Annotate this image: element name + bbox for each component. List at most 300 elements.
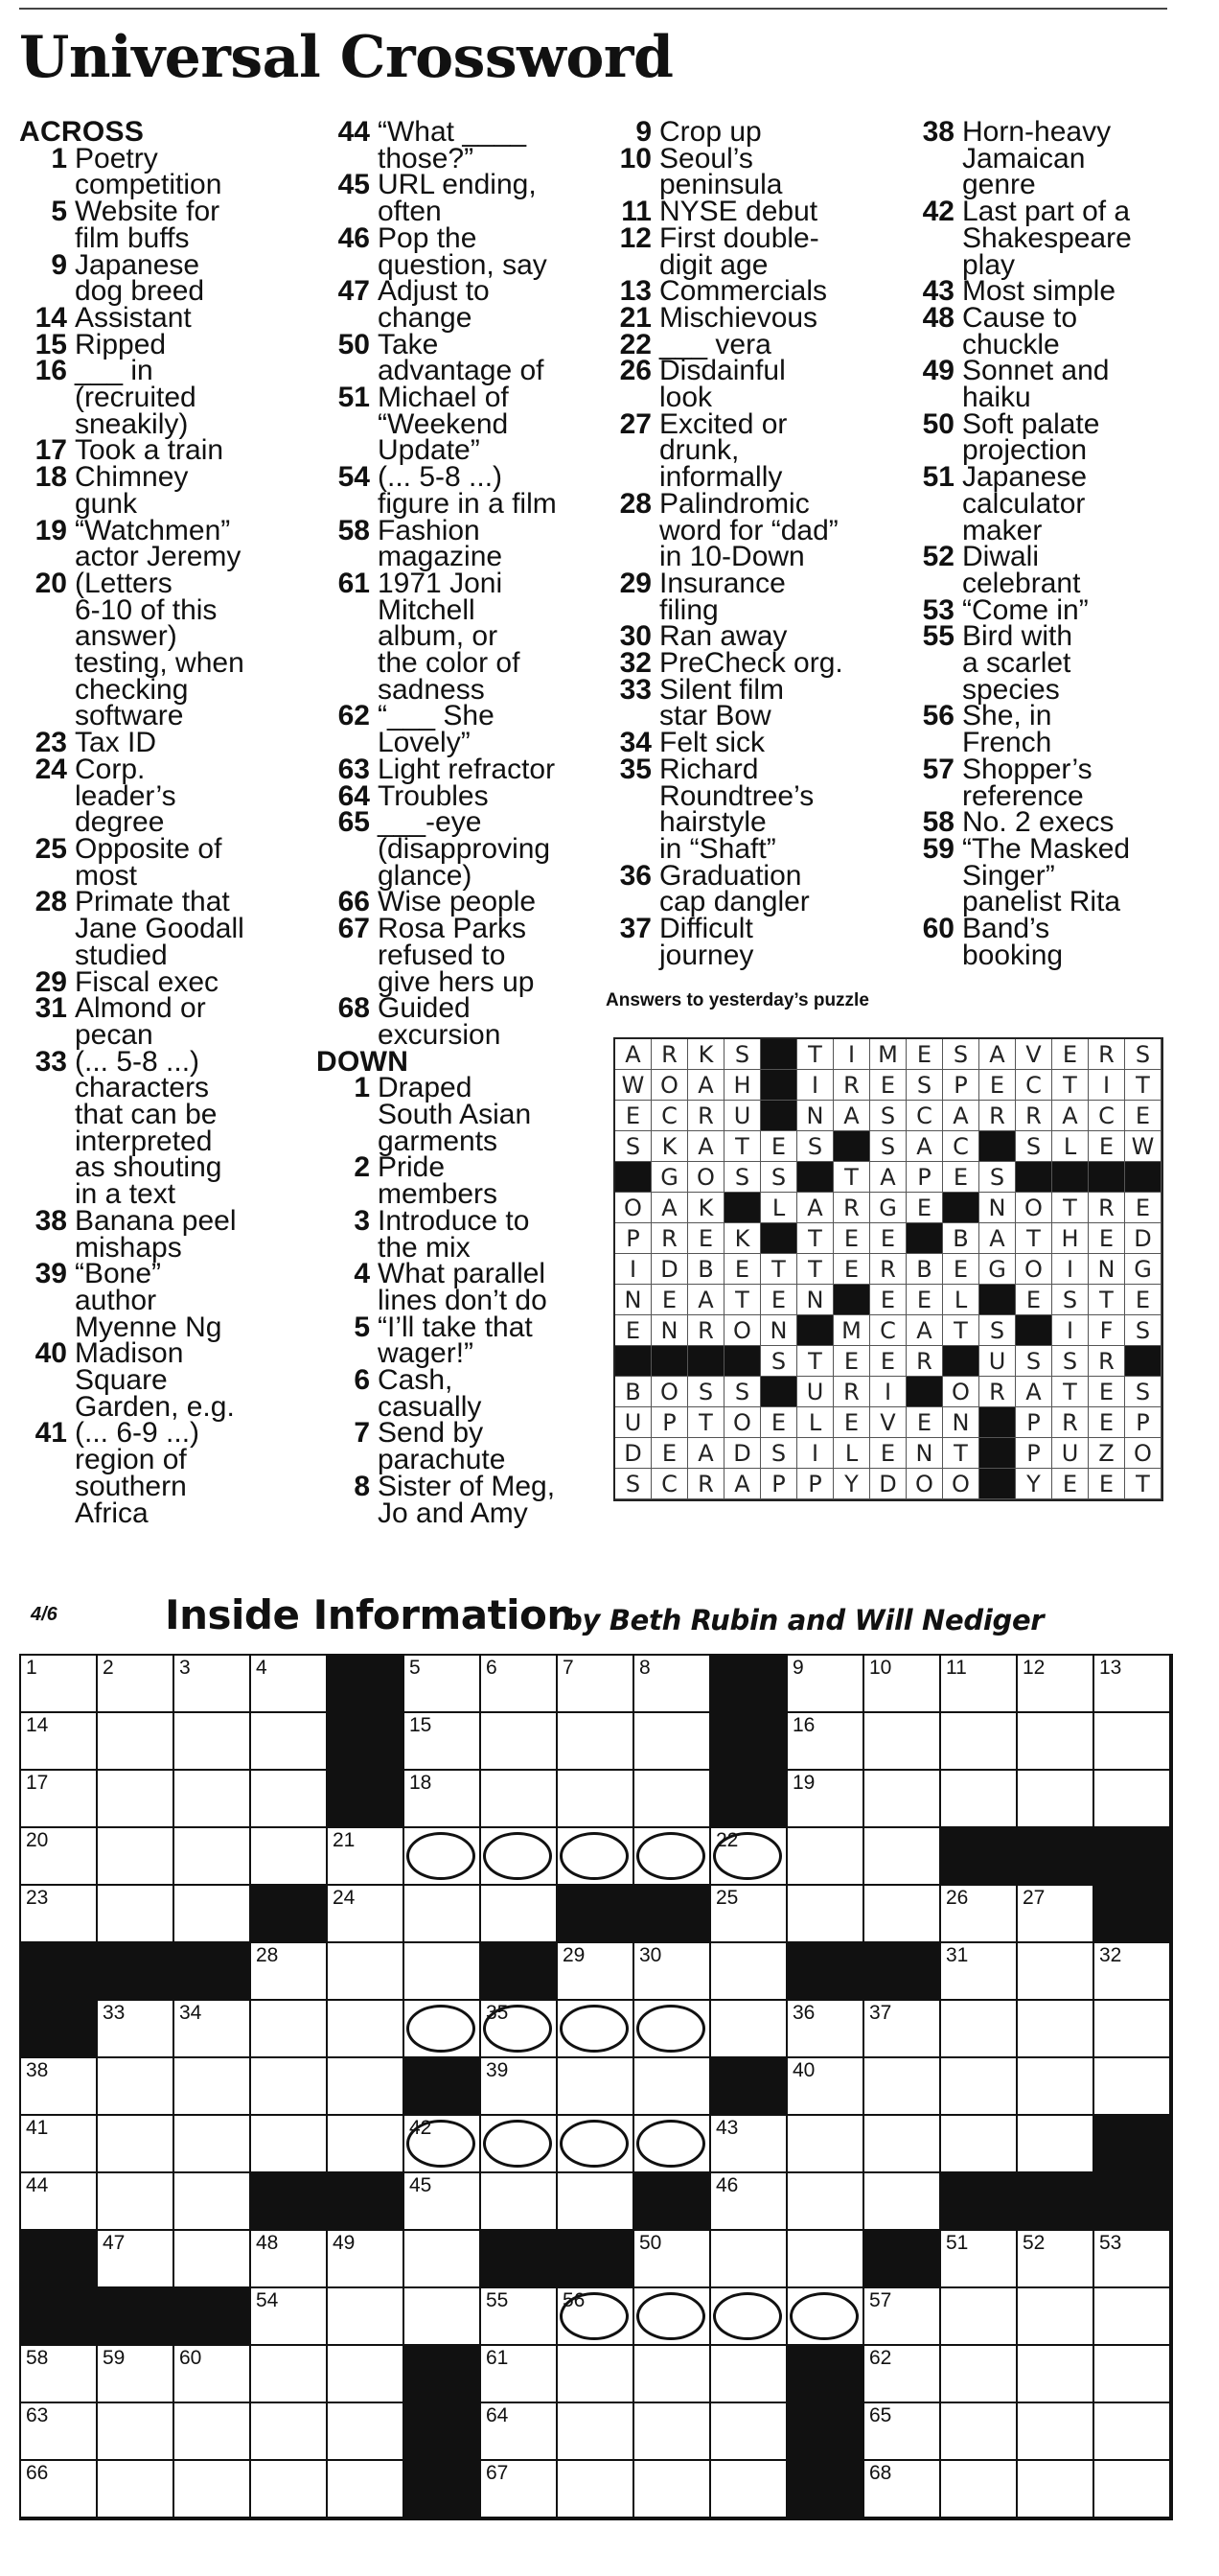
grid-number: 14 [26, 1714, 49, 1736]
grid-number: 11 [946, 1657, 967, 1679]
grid-square[interactable] [558, 1943, 634, 2001]
black-square [328, 1656, 404, 1713]
clue-line [316, 541, 594, 573]
grid-square[interactable] [98, 2346, 174, 2403]
circle-marker [636, 2292, 705, 2340]
answer-cell: T [797, 1223, 834, 1254]
grid-square[interactable] [1018, 2058, 1094, 2116]
grid-square[interactable] [788, 2116, 864, 2173]
grid-square[interactable] [98, 2116, 174, 2173]
grid-square[interactable] [174, 2403, 251, 2461]
clue-text: “___ She [378, 700, 494, 732]
answer-cell: L [943, 1285, 979, 1315]
grid-square[interactable] [864, 2173, 941, 2231]
grid-square[interactable] [481, 1713, 558, 1771]
grid-square[interactable] [98, 1771, 174, 1828]
answer-cell: I [797, 1438, 834, 1469]
grid-square[interactable] [864, 2288, 941, 2346]
grid-square[interactable] [1018, 1713, 1094, 1771]
answer-cell: G [979, 1254, 1016, 1285]
grid-square[interactable] [711, 1828, 788, 1886]
clue-text: lines don’t do [378, 1284, 547, 1316]
answer-cell: N [907, 1438, 943, 1469]
grid-square[interactable] [1018, 2288, 1094, 2346]
grid-square[interactable] [481, 1771, 558, 1828]
grid-square[interactable] [864, 2001, 941, 2058]
clue-text: chuckle [962, 328, 1060, 360]
clue-number [604, 889, 652, 916]
grid-square[interactable] [481, 1828, 558, 1886]
grid-square[interactable] [328, 2116, 404, 2173]
grid-square[interactable] [98, 1713, 174, 1771]
clue-number: 32 [619, 647, 652, 680]
grid-square[interactable] [1018, 2001, 1094, 2058]
grid-square[interactable] [328, 1943, 404, 2001]
clue-number: 48 [922, 301, 954, 334]
grid-square[interactable] [174, 2116, 251, 2173]
answer-cell: T [797, 1254, 834, 1285]
clue-text: answer) [75, 620, 177, 653]
grid-square[interactable] [558, 2116, 634, 2173]
grid-square[interactable] [21, 2346, 98, 2403]
grid-square[interactable] [634, 1828, 711, 1886]
grid-square[interactable] [328, 1828, 404, 1886]
clue-line [19, 461, 307, 494]
grid-square[interactable] [1094, 2461, 1171, 2518]
clue-number: 4 [354, 1258, 370, 1290]
grid-square[interactable] [174, 2461, 251, 2518]
grid-square[interactable] [941, 2461, 1018, 2518]
grid-square[interactable] [98, 2173, 174, 2231]
grid-square[interactable] [941, 2001, 1018, 2058]
clue-text: degree [75, 806, 165, 839]
grid-square[interactable] [634, 2231, 711, 2288]
grid-square[interactable] [864, 1713, 941, 1771]
clue-line [19, 434, 307, 467]
grid-number: 43 [716, 2117, 739, 2139]
clue-line [316, 593, 594, 626]
grid-square[interactable] [711, 2288, 788, 2346]
clue-number [316, 1288, 370, 1314]
grid-square[interactable] [634, 2058, 711, 2116]
grid-square[interactable] [558, 1828, 634, 1886]
clue-line [316, 487, 594, 520]
clue-number: 60 [922, 913, 954, 945]
grid-square[interactable] [941, 1713, 1018, 1771]
clue-text: Chimney [75, 461, 189, 494]
grid-square[interactable] [1094, 1713, 1171, 1771]
grid-square[interactable] [1094, 2231, 1171, 2288]
grid-square[interactable] [558, 2173, 634, 2231]
clue-number [604, 384, 652, 411]
grid-square[interactable] [98, 2001, 174, 2058]
grid-square[interactable] [1094, 2288, 1171, 2346]
grid-square[interactable] [328, 2001, 404, 2058]
answer-cell: B [907, 1254, 943, 1285]
grid-square[interactable] [788, 2173, 864, 2231]
answer-cell: E [615, 1315, 652, 1346]
grid-square[interactable] [1018, 2231, 1094, 2288]
grid-square[interactable] [98, 2058, 174, 2116]
clue-text: look [659, 382, 713, 414]
answer-cell: P [652, 1407, 688, 1438]
grid-square[interactable] [711, 2231, 788, 2288]
grid-square[interactable] [864, 1828, 941, 1886]
clue-line [604, 567, 891, 599]
clue-number [901, 942, 954, 969]
grid-square[interactable] [558, 1713, 634, 1771]
clue-line [604, 727, 891, 759]
grid-square[interactable] [481, 2288, 558, 2346]
clue-number [901, 570, 954, 597]
clue-line [901, 355, 1179, 387]
clue-number [604, 597, 652, 624]
grid-square[interactable] [941, 2116, 1018, 2173]
grid-square[interactable] [21, 1771, 98, 1828]
clue-line [316, 116, 594, 148]
grid-number: 6 [486, 1657, 497, 1679]
grid-square[interactable] [1018, 2403, 1094, 2461]
answer-cell: K [724, 1223, 761, 1254]
grid-square[interactable] [481, 2403, 558, 2461]
clue-text: leader’s [75, 779, 176, 812]
grid-square[interactable] [251, 1656, 328, 1713]
grid-square[interactable] [1018, 1886, 1094, 1943]
clue-text: most [75, 859, 138, 892]
grid-square[interactable] [404, 1886, 481, 1943]
grid-square[interactable] [1018, 2116, 1094, 2173]
grid-square[interactable] [1094, 1943, 1171, 2001]
grid-square[interactable] [1094, 1771, 1171, 1828]
grid-square[interactable] [788, 1828, 864, 1886]
black-square [251, 2173, 328, 2231]
grid-square[interactable] [174, 1656, 251, 1713]
answer-cell: A [688, 1285, 724, 1315]
grid-square[interactable] [788, 1771, 864, 1828]
grid-square[interactable] [98, 2461, 174, 2518]
grid-square[interactable] [328, 2231, 404, 2288]
grid-square[interactable] [1094, 2001, 1171, 2058]
grid-square[interactable] [174, 2058, 251, 2116]
answer-cell: P [943, 1070, 979, 1101]
black-square [941, 2173, 1018, 2231]
grid-square[interactable] [21, 1713, 98, 1771]
clue-number: 36 [619, 859, 652, 892]
grid-square[interactable] [251, 1943, 328, 2001]
grid-square[interactable] [21, 2403, 98, 2461]
grid-square[interactable] [404, 2231, 481, 2288]
answer-cell: C [943, 1131, 979, 1162]
clue-number: 40 [34, 1337, 67, 1370]
clue-text: First double- [659, 221, 819, 254]
clue-line [19, 965, 307, 998]
answer-cell: E [1089, 1131, 1125, 1162]
grid-square[interactable] [788, 1656, 864, 1713]
grid-square[interactable] [558, 2403, 634, 2461]
clue-line [19, 593, 307, 626]
grid-square[interactable] [1094, 1656, 1171, 1713]
grid-square[interactable] [711, 2173, 788, 2231]
clue-number: 6 [354, 1364, 370, 1397]
grid-square[interactable] [558, 2288, 634, 2346]
grid-square[interactable] [788, 2058, 864, 2116]
grid-square[interactable] [1018, 2346, 1094, 2403]
clue-text: Poetry [75, 142, 158, 174]
grid-square[interactable] [21, 2461, 98, 2518]
grid-square[interactable] [404, 2173, 481, 2231]
clue-number: 67 [337, 913, 370, 945]
grid-square[interactable] [404, 2288, 481, 2346]
answer-cell: K [688, 1039, 724, 1070]
grid-square[interactable] [634, 1656, 711, 1713]
clue-line [19, 620, 307, 653]
grid-square[interactable] [251, 2058, 328, 2116]
grid-square[interactable] [251, 1828, 328, 1886]
clue-line [316, 1470, 594, 1502]
grid-square[interactable] [634, 2346, 711, 2403]
grid-square[interactable] [174, 2231, 251, 2288]
grid-square[interactable] [1018, 2461, 1094, 2518]
grid-square[interactable] [1018, 1943, 1094, 2001]
grid-square[interactable] [941, 2288, 1018, 2346]
clue-line [316, 806, 594, 839]
grid-square[interactable] [1018, 1656, 1094, 1713]
clue-number [316, 1235, 370, 1262]
grid-square[interactable] [251, 2346, 328, 2403]
black-square [1094, 1886, 1171, 1943]
grid-square[interactable] [404, 1713, 481, 1771]
grid-square[interactable] [21, 1886, 98, 1943]
grid-square[interactable] [711, 1943, 788, 2001]
clue-number: 12 [619, 221, 652, 254]
grid-square[interactable] [788, 1713, 864, 1771]
grid-square[interactable] [634, 2116, 711, 2173]
clue-number [901, 225, 954, 252]
grid-square[interactable] [941, 1656, 1018, 1713]
grid-square[interactable] [251, 1771, 328, 1828]
grid-square[interactable] [481, 1886, 558, 1943]
grid-square[interactable] [711, 2403, 788, 2461]
grid-square[interactable] [788, 2288, 864, 2346]
answer-cell: E [1089, 1407, 1125, 1438]
clue-number: 63 [337, 753, 370, 785]
grid-number: 25 [716, 1887, 739, 1909]
grid-square[interactable] [404, 1943, 481, 2001]
answer-cell: T [1125, 1469, 1162, 1499]
grid-square[interactable] [174, 2001, 251, 2058]
answer-cell: E [652, 1285, 688, 1315]
grid-square[interactable] [634, 1771, 711, 1828]
grid-square[interactable] [864, 2116, 941, 2173]
grid-square[interactable] [788, 1886, 864, 1943]
grid-square[interactable] [481, 2058, 558, 2116]
grid-square[interactable] [941, 2346, 1018, 2403]
grid-square[interactable] [328, 2288, 404, 2346]
clue-number [316, 305, 370, 332]
grid-square[interactable] [634, 2461, 711, 2518]
grid-number: 41 [26, 2117, 49, 2139]
clue-text: film buffs [75, 221, 190, 254]
grid-square[interactable] [174, 1886, 251, 1943]
grid-square[interactable] [634, 2288, 711, 2346]
grid-square[interactable] [251, 1713, 328, 1771]
clue-line [901, 541, 1179, 573]
grid-square[interactable] [404, 1656, 481, 1713]
clue-line [19, 779, 307, 812]
grid-square[interactable] [21, 1656, 98, 1713]
grid-square[interactable] [174, 1828, 251, 1886]
answer-cell: T [797, 1346, 834, 1377]
clue-line [901, 461, 1179, 494]
answer-cell: R [1089, 1039, 1125, 1070]
grid-square[interactable] [328, 2403, 404, 2461]
grid-square[interactable] [481, 1656, 558, 1713]
grid-square[interactable] [251, 2461, 328, 2518]
grid-square[interactable] [634, 1943, 711, 2001]
grid-number: 9 [793, 1657, 804, 1679]
answer-cell: E [1089, 1223, 1125, 1254]
grid-square[interactable] [1094, 2346, 1171, 2403]
grid-square[interactable] [788, 2231, 864, 2288]
grid-square[interactable] [864, 2461, 941, 2518]
clue-text: Send by [378, 1417, 484, 1450]
grid-square[interactable] [941, 1771, 1018, 1828]
grid-square[interactable] [98, 1886, 174, 1943]
grid-square[interactable] [328, 2461, 404, 2518]
grid-square[interactable] [174, 1713, 251, 1771]
grid-square[interactable] [941, 1943, 1018, 2001]
grid-square[interactable] [1094, 2058, 1171, 2116]
clue-number: 19 [34, 514, 67, 546]
grid-square[interactable] [21, 2173, 98, 2231]
grid-square[interactable] [98, 1656, 174, 1713]
answer-cell: E [1089, 1469, 1125, 1499]
grid-square[interactable] [558, 2346, 634, 2403]
grid-square[interactable] [328, 2058, 404, 2116]
grid-square[interactable] [864, 2346, 941, 2403]
grid-square[interactable] [864, 1771, 941, 1828]
grid-number: 46 [716, 2174, 739, 2196]
clue-line [604, 275, 891, 308]
clue-line [604, 355, 891, 387]
clue-line [604, 196, 891, 228]
answer-cell: B [615, 1377, 652, 1407]
black-square [558, 2231, 634, 2288]
grid-square[interactable] [864, 2403, 941, 2461]
grid-square[interactable] [558, 1656, 634, 1713]
grid-square[interactable] [558, 2001, 634, 2058]
grid-square[interactable] [404, 1771, 481, 1828]
clue-number: 57 [922, 753, 954, 785]
grid-square[interactable] [558, 1771, 634, 1828]
answer-black-square [979, 1438, 1016, 1469]
clue-line [316, 196, 594, 228]
grid-square[interactable] [558, 2461, 634, 2518]
clue-line [19, 886, 307, 918]
answer-cell: E [761, 1407, 797, 1438]
clue-text: pecan [75, 1018, 153, 1051]
grid-square[interactable] [481, 2116, 558, 2173]
grid-square[interactable] [864, 1886, 941, 1943]
grid-square[interactable] [941, 2058, 1018, 2116]
black-square [941, 1828, 1018, 1886]
grid-square[interactable] [404, 2116, 481, 2173]
clue-line [604, 541, 891, 573]
grid-square[interactable] [864, 2058, 941, 2116]
grid-square[interactable] [711, 2346, 788, 2403]
grid-square[interactable] [711, 1886, 788, 1943]
grid-square[interactable] [328, 2346, 404, 2403]
grid-square[interactable] [481, 2001, 558, 2058]
grid-square[interactable] [481, 2461, 558, 2518]
answer-cell: O [1125, 1438, 1162, 1469]
grid-square[interactable] [98, 1828, 174, 1886]
grid-square[interactable] [864, 1656, 941, 1713]
grid-square[interactable] [404, 2001, 481, 2058]
grid-square[interactable] [328, 1886, 404, 1943]
grid-square[interactable] [98, 2403, 174, 2461]
clue-number: 41 [34, 1417, 67, 1450]
grid-square[interactable] [21, 1828, 98, 1886]
grid-square[interactable] [404, 1828, 481, 1886]
grid-square[interactable] [174, 2346, 251, 2403]
clue-line [901, 248, 1179, 281]
grid-square[interactable] [98, 2231, 174, 2288]
grid-square[interactable] [21, 2058, 98, 2116]
clue-number: 64 [337, 779, 370, 812]
grid-square[interactable] [634, 2001, 711, 2058]
grid-square[interactable] [634, 1713, 711, 1771]
grid-square[interactable] [481, 2346, 558, 2403]
clue-number: 50 [922, 407, 954, 440]
grid-square[interactable] [251, 2116, 328, 2173]
grid-square[interactable] [941, 2231, 1018, 2288]
grid-square[interactable] [711, 2461, 788, 2518]
black-square [864, 2231, 941, 2288]
grid-square[interactable] [634, 2403, 711, 2461]
grid-square[interactable] [174, 2173, 251, 2231]
clue-number [19, 863, 67, 890]
grid-square[interactable] [941, 1886, 1018, 1943]
grid-square[interactable] [21, 2116, 98, 2173]
grid-square[interactable] [1018, 1771, 1094, 1828]
answer-cell: A [907, 1131, 943, 1162]
clue-text: Soft palate [962, 407, 1100, 440]
answer-cell: C [652, 1101, 688, 1131]
answer-cell: E [943, 1162, 979, 1193]
grid-square[interactable] [1094, 2403, 1171, 2461]
clue-number [901, 730, 954, 756]
grid-square[interactable] [558, 2058, 634, 2116]
clue-text: Richard [659, 753, 759, 785]
grid-square[interactable] [251, 2403, 328, 2461]
grid-square[interactable] [711, 2001, 788, 2058]
clue-line [604, 593, 891, 626]
grid-square[interactable] [711, 2116, 788, 2173]
clue-line [19, 727, 307, 759]
grid-square[interactable] [251, 2231, 328, 2288]
grid-number: 26 [946, 1887, 969, 1909]
grid-square[interactable] [788, 2001, 864, 2058]
grid-square[interactable] [174, 1771, 251, 1828]
grid-square[interactable] [251, 2288, 328, 2346]
answer-black-square [652, 1346, 688, 1377]
grid-square[interactable] [251, 2001, 328, 2058]
grid-square[interactable] [941, 2403, 1018, 2461]
clue-number [901, 518, 954, 545]
answer-cell: R [1089, 1346, 1125, 1377]
grid-square[interactable] [481, 2173, 558, 2231]
